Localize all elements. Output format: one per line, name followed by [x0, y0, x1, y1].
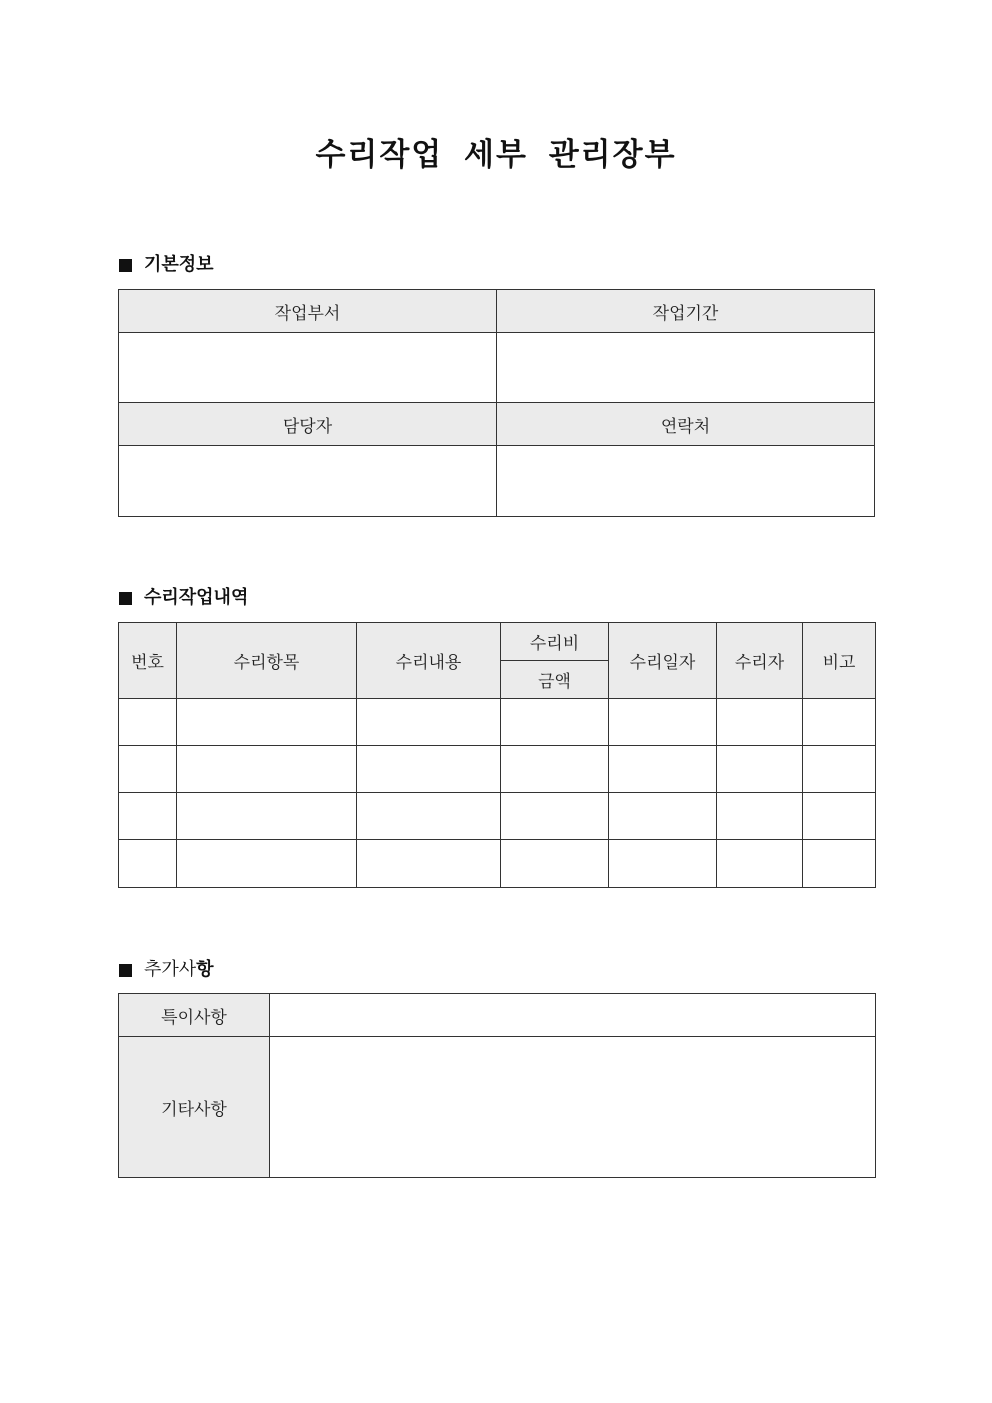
col-number-header: 번호	[119, 623, 177, 699]
col-remarks-header: 비고	[803, 623, 876, 699]
row-number-cell[interactable]	[119, 699, 177, 746]
row-item-cell[interactable]	[177, 840, 357, 888]
col-date-header: 수리일자	[609, 623, 717, 699]
contact-field[interactable]	[497, 446, 875, 517]
other-notes-field[interactable]	[270, 1037, 876, 1178]
repair-history-heading	[119, 586, 248, 610]
table-row	[119, 699, 876, 746]
repair-history-table	[118, 622, 876, 888]
row-date-cell[interactable]	[609, 699, 717, 746]
row-content-cell[interactable]	[357, 793, 501, 840]
row-item-cell[interactable]	[177, 746, 357, 793]
col-repairer-header: 수리자	[717, 623, 803, 699]
document-title: 수리작업 세부 관리장부	[315, 137, 677, 173]
row-repairer-cell[interactable]	[717, 793, 803, 840]
row-date-cell[interactable]	[609, 793, 717, 840]
row-date-cell[interactable]	[609, 746, 717, 793]
basic-info-heading	[119, 253, 214, 277]
row-repairer-cell[interactable]	[717, 840, 803, 888]
row-content-cell[interactable]	[357, 699, 501, 746]
row-remarks-cell[interactable]	[803, 840, 876, 888]
special-notes-field[interactable]	[270, 994, 876, 1037]
row-remarks-cell[interactable]	[803, 793, 876, 840]
row-number-cell[interactable]	[119, 746, 177, 793]
row-number-cell[interactable]	[119, 793, 177, 840]
row-remarks-cell[interactable]	[803, 699, 876, 746]
col-item-header: 수리항목	[177, 623, 357, 699]
department-label: 작업부서	[119, 290, 497, 333]
row-repairer-cell[interactable]	[717, 746, 803, 793]
row-amount-cell[interactable]	[501, 840, 609, 888]
repair-history-heading-label: 수리작업내역	[144, 587, 249, 608]
row-number-cell[interactable]	[119, 840, 177, 888]
table-row	[119, 793, 876, 840]
manager-field[interactable]	[119, 446, 497, 517]
department-field[interactable]	[119, 333, 497, 403]
col-content-header: 수리내용	[357, 623, 501, 699]
col-cost-header: 수리비	[501, 623, 609, 661]
square-bullet-icon	[119, 592, 132, 605]
contact-label: 연락처	[497, 403, 875, 446]
square-bullet-icon	[119, 259, 132, 272]
row-item-cell[interactable]	[177, 699, 357, 746]
additional-heading-prefix: 추가사	[144, 959, 197, 980]
period-field[interactable]	[497, 333, 875, 403]
other-notes-label: 기타사항	[119, 1037, 270, 1178]
additional-heading	[119, 958, 214, 982]
row-repairer-cell[interactable]	[717, 699, 803, 746]
row-content-cell[interactable]	[357, 840, 501, 888]
col-amount-header: 금액	[501, 661, 609, 699]
additional-heading-suffix: 항	[196, 959, 214, 980]
row-item-cell[interactable]	[177, 793, 357, 840]
row-date-cell[interactable]	[609, 840, 717, 888]
period-label: 작업기간	[497, 290, 875, 333]
table-row	[119, 746, 876, 793]
manager-label: 담당자	[119, 403, 497, 446]
row-amount-cell[interactable]	[501, 746, 609, 793]
row-amount-cell[interactable]	[501, 699, 609, 746]
row-remarks-cell[interactable]	[803, 746, 876, 793]
table-row	[119, 840, 876, 888]
square-bullet-icon	[119, 964, 132, 977]
row-content-cell[interactable]	[357, 746, 501, 793]
basic-info-table	[118, 289, 875, 517]
additional-table	[118, 993, 876, 1178]
row-amount-cell[interactable]	[501, 793, 609, 840]
basic-info-heading-label: 기본정보	[144, 254, 214, 275]
special-notes-label: 특이사항	[119, 994, 270, 1037]
